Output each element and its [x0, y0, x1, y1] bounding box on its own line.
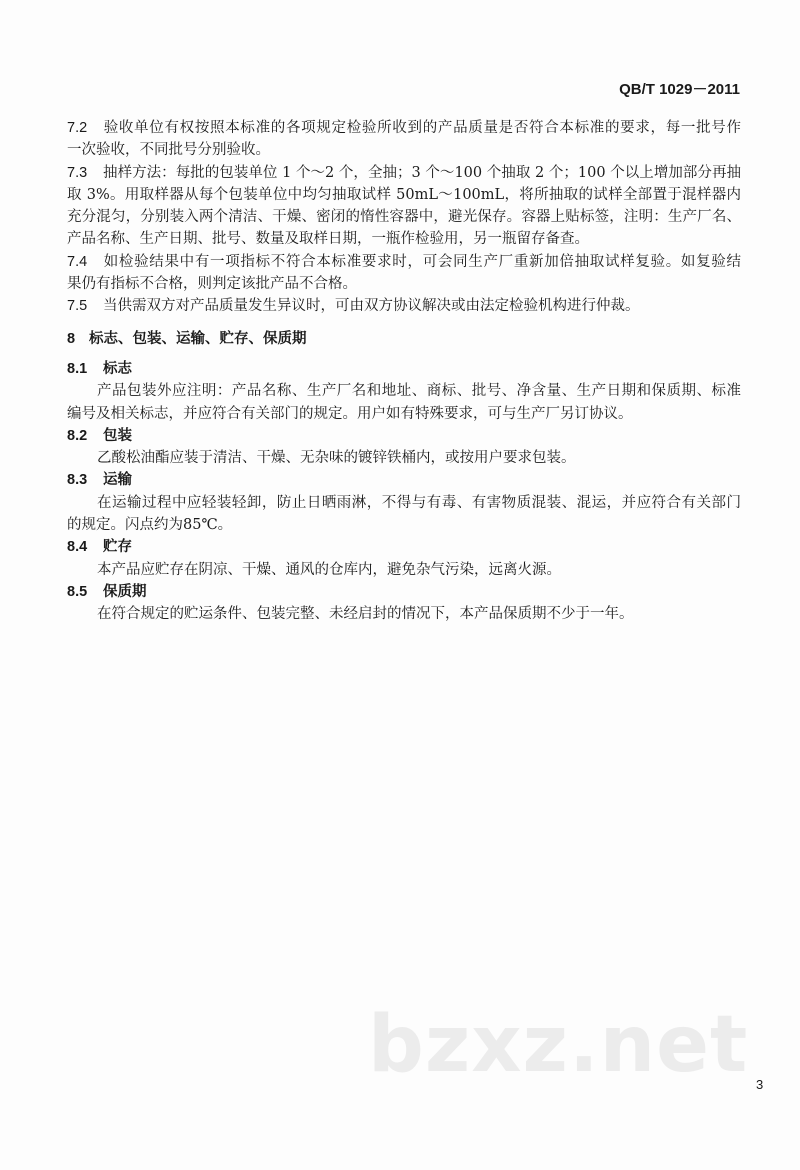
clause-title: 贮存 [103, 538, 132, 556]
clause-number: 8.4 [67, 539, 88, 556]
clause-text: 当供需双方对产品质量发生异议时，可由双方协议解决或由法定检验机构进行仲裁。 [103, 298, 640, 315]
clause-7-4 [67, 251, 741, 296]
section-8-heading [67, 328, 741, 350]
clause-text: 产品包装外应注明：产品名称、生产厂名和地址、商标、批号、净含量、生产日期和保质期、标准 [97, 383, 741, 400]
clause-8-3 [67, 469, 741, 536]
clause-number: 7.3 [67, 164, 88, 181]
clause-title: 标志 [103, 359, 132, 377]
clause-number: 8.3 [67, 472, 88, 489]
clause-title: 保质期 [103, 582, 147, 600]
clause-7-2 [67, 117, 741, 162]
clause-text: 编号及相关标志，并应符合有关部门的规定。用户如有特殊要求，可与生产厂另订协议。 [67, 405, 633, 422]
clause-number: 8.5 [67, 583, 88, 600]
clause-title: 运输 [103, 471, 132, 489]
clause-text: 验收单位有权按照本标准的各项规定检验所收到的产品质量是否符合本标准的要求，每一批号作 [103, 120, 741, 136]
clause-text: 如检验结果中有一项指标不符合本标准要求时，可会同生产厂重新加倍抽取试样复验。如复验结 [103, 253, 741, 270]
clause-8-2 [67, 425, 741, 470]
section-number: 8 [67, 330, 76, 347]
section-title: 标志、包装、运输、贮存、保质期 [89, 329, 307, 347]
clause-8-5 [67, 581, 741, 626]
clause-number: 7.4 [67, 253, 88, 270]
clause-text: 一次验收，不同批号分别验收。 [67, 142, 270, 159]
clause-text: 取 3%。用取样器从每个包装单位中均匀抽取试样 50mL～100mL，将所抽取的试样全部置于混样器内 [67, 186, 741, 203]
clause-text: 的规定。闪点约为85℃。 [67, 517, 233, 534]
clause-text: 果仍有指标不合格，则判定该批产品不合格。 [67, 276, 357, 293]
clause-text: 本产品应贮存在阴凉、干燥、通风的仓库内，避免杂气污染，远离火源。 [97, 561, 561, 578]
document-body [67, 117, 741, 626]
clause-number: 8.2 [67, 427, 88, 444]
clause-text: 产品名称、生产日期、批号、数量及取样日期，一瓶作检验用，另一瓶留存备查。 [67, 231, 589, 248]
clause-text: 充分混匀，分别装入两个清洁、干燥、密闭的惰性容器中，避光保存。容器上贴标签，注明：生产厂名、 [67, 209, 741, 226]
clause-text: 抽样方法：每批的包装单位 1 个～2 个，全抽；3 个～100 个抽取 2 个；100 个以上增加部分再抽 [103, 164, 741, 181]
clause-number: 7.5 [67, 298, 88, 315]
page-number: 3 [756, 1077, 764, 1092]
clause-number: 8.1 [67, 360, 88, 377]
clause-text: 在符合规定的贮运条件、包装完整、未经启封的情况下，本产品保质期不少于一年。 [97, 606, 634, 623]
clause-7-3 [67, 162, 741, 251]
watermark: bzxz.net [368, 1000, 749, 1090]
clause-text: 在运输过程中应轻装轻卸，防止日晒雨淋，不得与有毒、有害物质混装、混运，并应符合有关部门 [97, 494, 741, 511]
clause-8-1 [67, 358, 741, 425]
clause-number: 7.2 [67, 120, 88, 136]
clause-title: 包装 [103, 426, 132, 444]
clause-text: 乙酸松油酯应装于清洁、干燥、无杂味的镀锌铁桶内，或按用户要求包装。 [97, 450, 576, 467]
clause-7-5 [67, 295, 741, 317]
standard-number: QB/T 1029－2011 [619, 81, 740, 98]
clause-8-4 [67, 536, 741, 581]
